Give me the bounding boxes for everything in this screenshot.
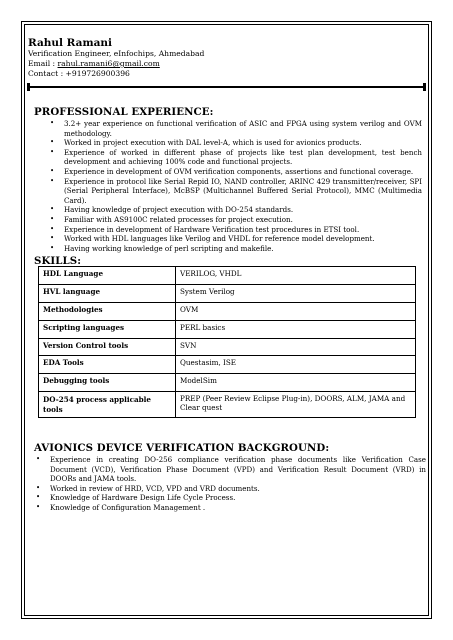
bullet-icon: •: [50, 166, 55, 175]
rule-cap-right: [423, 83, 426, 91]
skill-value: PERL basics: [176, 321, 416, 339]
bullet-icon: •: [36, 483, 41, 492]
skills-table: [38, 266, 416, 418]
skill-category: HVL language: [39, 285, 176, 303]
bullet-icon: •: [36, 493, 41, 502]
list-item: [50, 138, 422, 148]
list-item: [50, 167, 422, 177]
skill-value: SVN: [176, 339, 416, 356]
job-title: Verification Engineer, eInfochips, Ahmedabad: [28, 49, 205, 58]
avionics-list: [36, 455, 426, 513]
bullet-icon: •: [50, 138, 55, 147]
list-item-text: Worked in review of HRD, VCD, VPD and VRD documents.: [50, 483, 260, 493]
skills-heading: SKILLS:: [34, 255, 82, 267]
list-item-text: Knowledge of Configuration Management .: [50, 502, 206, 512]
table-row: [39, 356, 416, 374]
list-item: [36, 493, 426, 503]
resume-header: [28, 37, 428, 79]
list-item-text: Experience of worked in different phase of projects like test plan development, test bench development and achieving 100% code and functional projects.: [64, 147, 422, 167]
skill-value: OVM: [176, 303, 416, 321]
skill-value: PREP (Peer Review Eclipse Plug-in), DOORS, ALM, JAMA and Clear quest: [176, 392, 416, 418]
skill-category: EDA Tools: [39, 356, 176, 374]
bullet-icon: •: [50, 147, 55, 156]
list-item-text: Worked with HDL languages like Verilog and VHDL for reference model development.: [64, 234, 375, 244]
email-line: [28, 59, 428, 69]
bullet-icon: •: [36, 455, 41, 463]
list-item: [50, 244, 422, 254]
bullet-icon: •: [50, 214, 55, 223]
bullet-icon: •: [50, 234, 55, 243]
table-row: [39, 267, 416, 285]
list-item-text: Experience in protocol like Serial Repid IO, NAND controller, ARINC 429 transmitter/receiver, SPI (Serial Peripheral Interface), McBSP (Multichannel Buffered Serial Protocol), MMC (Multimedia Card).: [64, 176, 422, 205]
skill-category: Version Control tools: [39, 339, 176, 356]
list-item-text: Having working knowledge of perl scripting and makefile.: [64, 243, 274, 253]
list-item-text: Familiar with AS9100C related processes for project execution.: [64, 214, 293, 224]
list-item-text: Experience in creating DO-256 compliance verification phase documents like Verification Case Document (VCD), Verification Phase Document (VPD) and Verification Result Document (VRD) in DOORs and JAMA tools.: [50, 455, 426, 484]
candidate-name: Rahul Ramani: [28, 37, 112, 49]
list-item-text: Experience in development of OVM verification components, assertions and functional coverage.: [64, 166, 414, 176]
list-item: [50, 205, 422, 215]
bullet-icon: •: [50, 224, 55, 233]
bullet-icon: •: [50, 243, 55, 252]
list-item: [50, 177, 422, 206]
list-item-text: Worked in project execution with DAL level-A, which is used for avionics products.: [64, 138, 362, 148]
contact-line: Contact : +919726900396: [28, 69, 130, 78]
experience-heading: PROFESSIONAL EXPERIENCE:: [34, 106, 214, 118]
skill-value: VERILOG, VHDL: [176, 267, 416, 285]
skill-category: Debugging tools: [39, 374, 176, 392]
table-row: [39, 285, 416, 303]
table-row: [39, 303, 416, 321]
experience-list: [50, 119, 422, 253]
list-item-text: Having knowledge of project execution with DO-254 standards.: [64, 205, 294, 215]
skill-value: ModelSim: [176, 374, 416, 392]
list-item: [50, 215, 422, 225]
table-row: [39, 321, 416, 339]
table-row: [39, 392, 416, 418]
list-item-text: Experience in development of Hardware Verification test procedures in ETSI tool.: [64, 224, 360, 234]
list-item: [50, 119, 422, 138]
bullet-icon: •: [50, 119, 55, 127]
table-row: [39, 374, 416, 392]
list-item: [36, 503, 426, 513]
skill-value: System Verilog: [176, 285, 416, 303]
list-item: [50, 148, 422, 167]
list-item: [50, 234, 422, 244]
skill-category: HDL Language: [39, 267, 176, 285]
email-label: Email :: [28, 59, 58, 68]
list-item: [36, 484, 426, 494]
list-item-text: 3.2+ year experience on functional verification of ASIC and FPGA using system verilog and OVM methodology.: [64, 119, 422, 138]
list-item: [50, 225, 422, 235]
skill-category: Methodologies: [39, 303, 176, 321]
email-link[interactable]: rahul.ramani6@gmail.com: [57, 59, 160, 68]
skill-category: DO-254 process applicable tools: [39, 392, 176, 418]
bullet-icon: •: [36, 502, 41, 511]
avionics-heading: AVIONICS DEVICE VERIFICATION BACKGROUND:: [34, 442, 330, 454]
bullet-icon: •: [50, 205, 55, 214]
list-item: [36, 455, 426, 484]
skill-value: Questasim, ISE: [176, 356, 416, 374]
header-divider: [28, 86, 426, 88]
bullet-icon: •: [50, 176, 55, 185]
skill-category: Scripting languages: [39, 321, 176, 339]
list-item-text: Knowledge of Hardware Design Life Cycle Process.: [50, 493, 236, 503]
table-row: [39, 339, 416, 356]
